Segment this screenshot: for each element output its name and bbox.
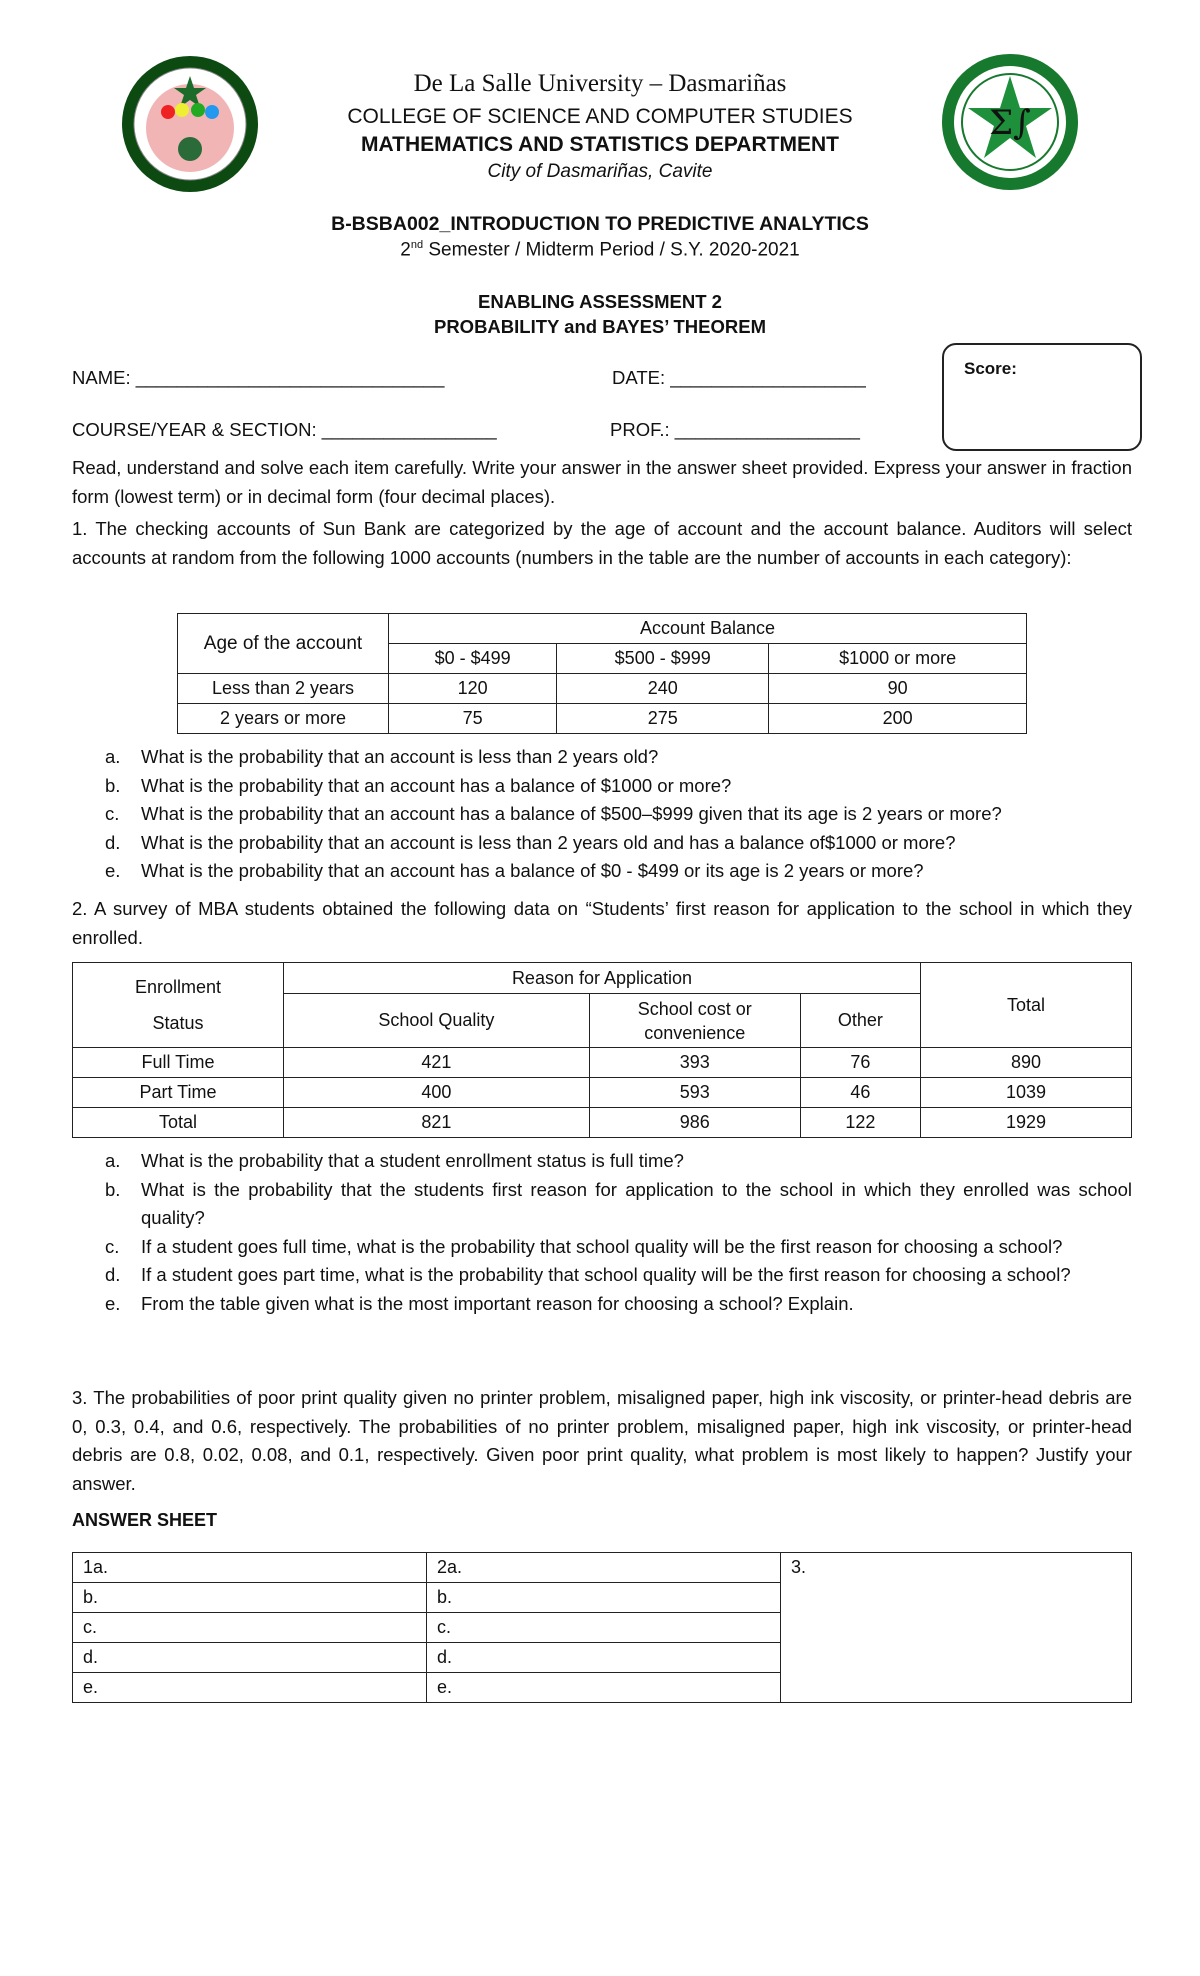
university-name: De La Salle University – Dasmariñas <box>413 70 787 97</box>
cell: 986 <box>589 1108 800 1138</box>
cell: 90 <box>769 674 1027 704</box>
item-letter: b. <box>105 1178 121 1200</box>
semester-line <box>0 239 1200 261</box>
cell: 421 <box>284 1048 590 1078</box>
cell: 593 <box>589 1078 800 1108</box>
answer-cell-2c[interactable]: c. <box>427 1613 781 1643</box>
course-code: B-BSBA002_INTRODUCTION TO PREDICTIVE ANALYTICS <box>331 213 869 235</box>
table-row <box>73 1078 1132 1108</box>
answer-cell-1c[interactable]: c. <box>73 1613 427 1643</box>
cell: 76 <box>800 1048 920 1078</box>
table-row <box>178 704 1027 734</box>
list-item <box>105 1233 1132 1262</box>
table-row <box>178 674 1027 704</box>
assessment-title: ENABLING ASSESSMENT 2 <box>478 291 722 312</box>
college-name: COLLEGE OF SCIENCE AND COMPUTER STUDIES <box>347 105 853 128</box>
header-line: Status <box>152 1013 204 1033</box>
cell: 46 <box>800 1078 920 1108</box>
item-text: If a student goes full time, what is the probability that school quality will be the first reason for choosing a school? <box>141 1235 1063 1257</box>
header-line: Enrollment <box>134 977 222 997</box>
semester-rest: Semester / Midterm Period / S.Y. 2020-2021 <box>423 239 800 261</box>
list-item <box>105 800 1132 829</box>
answer-cell-1d[interactable]: d. <box>73 1643 427 1673</box>
list-item <box>105 1176 1132 1233</box>
cell: 240 <box>557 674 769 704</box>
answer-cell-1e[interactable]: e. <box>73 1673 427 1703</box>
table-row <box>73 1048 1132 1078</box>
enrollment-table <box>72 962 1132 1138</box>
col-header: School Quality <box>284 994 590 1048</box>
item-letter: e. <box>105 1292 121 1314</box>
instructions: Read, understand and solve each item carefully. Write your answer in the answer sheet provided. Express your answer in fraction form (lowest term) or in decimal form (four decimal places). <box>72 457 1132 507</box>
reason-header: Reason for Application <box>284 963 921 994</box>
cell: 400 <box>284 1078 590 1108</box>
col-header: $500 - $999 <box>557 644 769 674</box>
answer-sheet-title: ANSWER SHEET <box>72 1510 218 1530</box>
enrollment-status-header <box>73 963 284 1048</box>
date-field[interactable]: DATE: ___________________ <box>612 367 866 388</box>
item-text: What is the probability that an account has a balance of $0 - $499 or its age is 2 years or more? <box>141 860 924 881</box>
prof-field[interactable]: PROF.: __________________ <box>610 419 860 440</box>
answer-cell-2e[interactable]: e. <box>427 1673 781 1703</box>
course-section-field[interactable]: COURSE/YEAR & SECTION: _________________ <box>72 419 497 440</box>
item-letter: d. <box>105 1264 121 1285</box>
cell: 890 <box>921 1048 1132 1078</box>
question-2-items <box>105 1147 1132 1318</box>
answer-cell-1b[interactable]: b. <box>73 1583 427 1613</box>
score-box[interactable] <box>942 343 1142 451</box>
list-item <box>105 772 1132 801</box>
semester-number: 2 <box>400 239 411 261</box>
cell: 200 <box>769 704 1027 734</box>
item-text: What is the probability that the students first reason for application to the school in which they enrolled was school quality? <box>141 1178 1132 1228</box>
semester-suffix: nd <box>410 239 424 251</box>
list-item <box>105 743 1132 772</box>
answer-cell-2b[interactable]: b. <box>427 1583 781 1613</box>
account-table <box>177 613 1027 734</box>
svg-text:Σ∫: Σ∫ <box>989 103 1031 143</box>
row-label: Full Time <box>73 1048 284 1078</box>
cell: 393 <box>589 1048 800 1078</box>
cell: 120 <box>389 674 557 704</box>
item-text: What is the probability that an account is less than 2 years old and has a balance of$1000 or more? <box>141 831 956 853</box>
item-letter: b. <box>105 774 121 796</box>
question-1-items <box>105 743 1132 886</box>
question-2-text: 2. A survey of MBA students obtained the following data on “Students’ first reason for application to the school in which they enrolled. <box>72 898 1132 948</box>
list-item <box>105 857 1132 886</box>
item-text: What is the probability that a student enrollment status is full time? <box>141 1150 684 1171</box>
cell: 122 <box>800 1108 920 1138</box>
col-header: Other <box>800 994 920 1048</box>
table-row <box>73 1108 1132 1138</box>
item-letter: a. <box>105 1150 121 1171</box>
col-header: School cost or convenience <box>589 994 800 1048</box>
row-label: Total <box>73 1108 284 1138</box>
answer-cell-1a[interactable]: 1a. <box>73 1553 427 1583</box>
item-text: What is the probability that an account has a balance of $1000 or more? <box>141 774 732 796</box>
list-item <box>105 1147 1132 1176</box>
col-header: $1000 or more <box>769 644 1027 674</box>
item-text: From the table given what is the most important reason for choosing a school? Explain. <box>141 1292 854 1314</box>
answer-cell-3[interactable]: 3. <box>781 1553 1132 1703</box>
answer-cell-2d[interactable]: d. <box>427 1643 781 1673</box>
list-item <box>105 1261 1132 1290</box>
cell: 75 <box>389 704 557 734</box>
item-letter: c. <box>105 1235 120 1257</box>
list-item <box>105 829 1132 858</box>
question-3-text: 3. The probabilities of poor print quality given no printer problem, misaligned paper, high ink viscosity, or printer-head debris are 0, 0.3, 0.4, and 0.6, respectively. The probabilities of no printer problem, misaligned paper, high ink viscosity, or printer-head debris are 0.8, 0.02, 0.08, and 0.1, respectively. Given poor print quality, what problem is most likely to happen? Justify your answer. <box>72 1387 1132 1494</box>
city: City of Dasmariñas, Cavite <box>487 161 713 182</box>
assessment-subtitle: PROBABILITY and BAYES’ THEOREM <box>433 316 767 337</box>
department-name: MATHEMATICS AND STATISTICS DEPARTMENT <box>361 133 839 156</box>
item-text: What is the probability that an account is less than 2 years old? <box>141 746 659 767</box>
name-field[interactable]: NAME: ______________________________ <box>72 367 445 388</box>
balance-header: Account Balance <box>389 614 1027 644</box>
cell: 821 <box>284 1108 590 1138</box>
item-letter: a. <box>105 746 121 767</box>
item-letter: c. <box>105 803 120 824</box>
score-label: Score: <box>964 359 1017 378</box>
cell: 1929 <box>921 1108 1132 1138</box>
item-letter: e. <box>105 860 121 881</box>
cell: 1039 <box>921 1078 1132 1108</box>
col-header: $0 - $499 <box>389 644 557 674</box>
list-item <box>105 1290 1132 1319</box>
cell: 275 <box>557 704 769 734</box>
item-text: If a student goes part time, what is the probability that school quality will be the first reason for choosing a school? <box>141 1264 1071 1285</box>
item-letter: d. <box>105 831 121 853</box>
item-text: What is the probability that an account has a balance of $500–$999 given that its age is 2 years or more? <box>141 803 1002 824</box>
row-label: Less than 2 years <box>178 674 389 704</box>
answer-sheet-table <box>72 1552 1132 1703</box>
row-label: Part Time <box>73 1078 284 1108</box>
answer-cell-2a[interactable]: 2a. <box>427 1553 781 1583</box>
total-header: Total <box>921 963 1132 1048</box>
question-1-text: 1. The checking accounts of Sun Bank are categorized by the age of account and the account balance. Auditors will select accounts at random from the following 1000 accounts (numbers in the table are the number of accounts in each category): <box>72 518 1132 568</box>
row-label: 2 years or more <box>178 704 389 734</box>
age-header: Age of the account <box>178 614 389 674</box>
